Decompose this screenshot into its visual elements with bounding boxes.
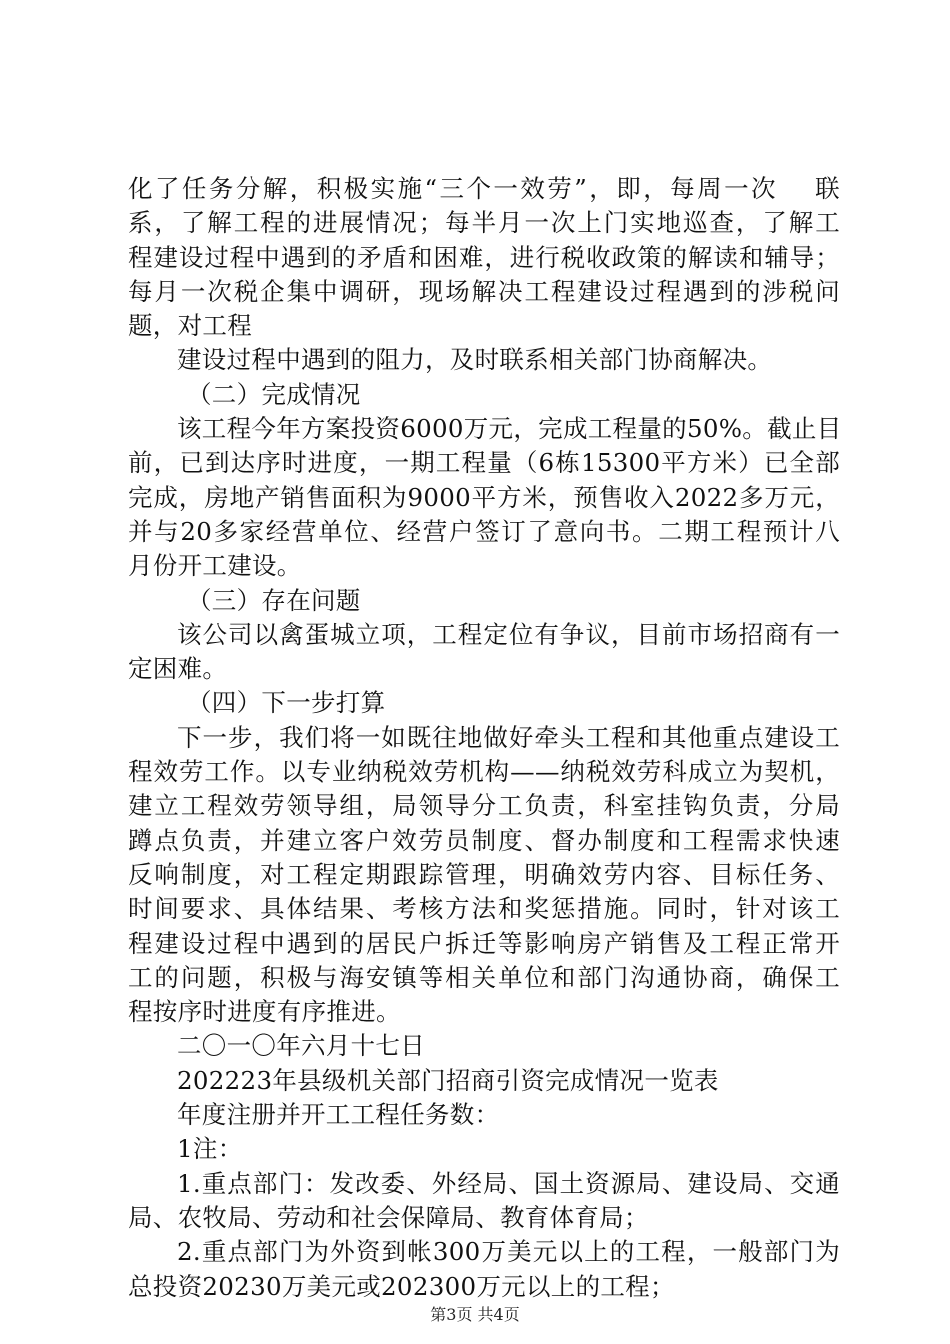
note-item: 1.重点部门：发改委、外经局、国土资源局、建设局、交通 (177, 1168, 840, 1198)
text-line: 并与20多家经营单位、经营户签订了意向书。二期工程预计八 (128, 516, 840, 546)
text-line: 该工程今年方案投资6000万元，完成工程量的50%。截止目 (177, 414, 842, 444)
note-item: 2.重点部门为外资到帐300万美元以上的工程，一般部门为 (177, 1237, 840, 1267)
text-line: 时间要求、具体结果、考核方法和奖惩措施。同时，针对该工 (128, 894, 840, 924)
text-line: 工的问题，积极与海安镇等相关单位和部门沟通协商，确保工 (128, 962, 840, 992)
text-line: 每月一次税企集中调研，现场解决工程建设过程遇到的涉税问 (128, 276, 840, 306)
page-footer (0, 1302, 950, 1325)
text-line: 程建设过程中遇到的矛盾和困难，进行税收政策的解读和辅导； (128, 242, 840, 272)
text-line: 程建设过程中遇到的居民户拆迁等影响房产销售及工程正常开 (128, 928, 840, 958)
text-line: 系，了解工程的进展情况；每半月一次上门实地巡查，了解工 (128, 208, 840, 238)
text-line: 总投资20230万美元或202300万元以上的工程； (128, 1271, 675, 1301)
text-line: 前，已到达序时进度，一期工程量（6栋15300平方米）已全部 (128, 448, 840, 478)
text-line: 完成，房地产销售面积为9000平方米，预售收入2022多万元， (128, 482, 840, 512)
text-line: 题，对工程 (128, 311, 252, 341)
note-heading: 1注： (177, 1134, 243, 1164)
text-line: 下一步，我们将一如既往地做好牵头工程和其他重点建设工 (177, 722, 840, 752)
section-heading: （四）下一步打算 (187, 688, 386, 718)
text-line: 定困难。 (128, 654, 228, 684)
text-line: 局、农牧局、劳动和社会保障局、教育体育局； (128, 1202, 649, 1232)
page-number: 第3页 共4页 (430, 1305, 520, 1324)
text-line: 建立工程效劳领导组，局领导分工负责，科室挂钩负责，分局 (128, 791, 840, 821)
text-line: 月份开工建设。 (128, 551, 302, 581)
text-line: 反响制度，对工程定期跟踪管理，明确效劳内容、目标任务、 (128, 859, 840, 889)
document-date: 二〇一〇年六月十七日 (177, 1031, 425, 1061)
text-line: 蹲点负责，并建立客户效劳员制度、督办制度和工程需求快速 (128, 825, 840, 855)
text-line: 建设过程中遇到的阻力，及时联系相关部门协商解决。 (177, 345, 773, 375)
text-line: 程按序时进度有序推进。 (128, 997, 401, 1027)
text-line: 程效劳工作。以专业纳税效劳机构——纳税效劳科成立为契机， (128, 757, 840, 787)
section-heading: （三）存在问题 (187, 585, 361, 615)
table-title: 202223年县级机关部门招商引资完成情况一览表 (177, 1065, 719, 1095)
text-line: 年度注册并开工工程任务数： (177, 1100, 500, 1130)
document-body (128, 172, 840, 1304)
text-line: 该公司以禽蛋城立项，工程定位有争议，目前市场招商有一 (177, 619, 840, 649)
section-heading: （二）完成情况 (187, 379, 361, 409)
text-line: 化了任务分解，积极实施“三个一效劳”，即，每周一次 联 (128, 174, 840, 203)
